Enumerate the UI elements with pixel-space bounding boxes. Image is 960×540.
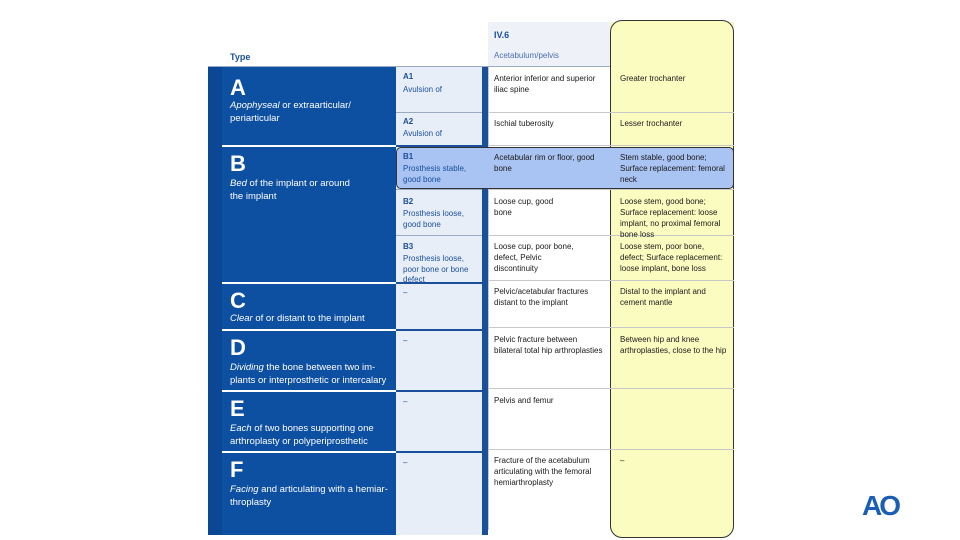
subtype-code: A2 [403, 117, 414, 126]
subtype-desc: – [403, 397, 408, 406]
type-e-desc: Each of two bones supporting one arthroplasty or polyperiprosthetic [230, 423, 374, 447]
subtype-desc: – [403, 458, 408, 467]
pelvis-cell: Loose cup, good bone [494, 197, 554, 217]
subtype-desc: Prosthesis loose, good bone [403, 209, 464, 229]
pelvis-cell: Pelvic fracture between bilateral total hip arthroplasties [494, 335, 603, 355]
cell-separator [488, 388, 734, 389]
femur-cell [614, 391, 734, 399]
subtype-code: A1 [403, 72, 414, 81]
type-separator [222, 390, 396, 392]
subtype-separator [396, 329, 482, 331]
subtype-separator [396, 112, 482, 113]
subtype-code: B1 [403, 152, 414, 161]
femur-cell: Distal to the implant and cement mantle [620, 287, 706, 307]
pelvis-cell: Pelvis and femur [494, 396, 554, 405]
subtype-separator [396, 189, 482, 190]
femur-cell: Greater trochanter [620, 74, 686, 83]
pelvis-cell: Anterior inferior and superior iliac spine [494, 74, 596, 94]
cell-separator [488, 280, 734, 281]
type-f-desc: Facing and articulating with a hemiar- throplasty [230, 484, 388, 508]
cell-separator [488, 145, 734, 146]
pelvis-cell: Fracture of the acetabulum articulating with the femoral hemiarthroplasty [494, 456, 592, 487]
col1-code: IV.6 [494, 30, 510, 40]
type-separator [222, 282, 396, 284]
femur-cell: – [620, 456, 625, 465]
type-a-desc: Apophyseal or extraarticular/ periarticular [230, 100, 351, 124]
subtype-desc: Avulsion of [403, 129, 442, 138]
type-c-letter: C [230, 288, 246, 313]
subtype-desc: – [403, 336, 408, 345]
cell-separator [488, 112, 734, 113]
type-separator [222, 329, 396, 331]
pelvis-cell: Loose cup, poor bone, defect, Pelvic discontinuity [494, 242, 574, 273]
type-panel-edge [208, 67, 222, 535]
femur-cell: Lesser trochanter [620, 119, 683, 128]
type-d-desc: Dividing the bone between two im- plants or interprosthetic or intercalary [230, 362, 387, 386]
type-b-letter: B [230, 151, 246, 176]
subtype-desc: – [403, 288, 408, 297]
type-a-letter: A [230, 75, 246, 100]
femur-cell: Loose stem, good bone; Surface replacement: loose implant, no proximal femoral bone loss [620, 197, 721, 239]
pelvis-cell: Ischial tuberosity [494, 119, 554, 128]
subtype-separator [396, 390, 482, 392]
pelvis-cell: Acetabular rim or floor, good bone [494, 153, 595, 173]
type-header: Type [230, 52, 251, 62]
cell-separator [488, 449, 734, 450]
femur-cell: Stem stable, good bone; Surface replacement: femoral neck [620, 153, 725, 184]
subtype-separator [396, 145, 482, 147]
subtype-code: B3 [403, 242, 414, 251]
subtype-desc: Prosthesis stable, good bone [403, 164, 467, 184]
type-f-letter: F [230, 457, 244, 482]
subtype-desc: Avulsion of [403, 85, 442, 94]
cell-separator [488, 189, 734, 190]
type-separator [222, 145, 396, 147]
ao-logo: AO [862, 490, 898, 521]
subtype-separator [396, 451, 482, 453]
subtype-code: B2 [403, 197, 414, 206]
type-d-letter: D [230, 335, 246, 360]
cell-separator [488, 327, 734, 328]
col1-name: Acetabulum/pelvis [494, 51, 559, 60]
type-c-desc: Clear of or distant to the implant [230, 313, 365, 324]
type-separator [222, 451, 396, 453]
subtype-separator [396, 235, 482, 236]
femur-cell: Loose stem, poor bone, defect; Surface replacement: loose implant, bone loss [620, 242, 723, 273]
type-b-desc: Bed of the implant or around the implant [230, 178, 350, 202]
subtype-desc: Prosthesis loose, poor bone or bone defect [403, 254, 469, 284]
femur-cell: Between hip and knee arthroplasties, close to the hip [620, 335, 727, 355]
pelvis-cell: Pelvic/acetabular fractures distant to the implant [494, 287, 589, 307]
type-e-letter: E [230, 396, 245, 421]
